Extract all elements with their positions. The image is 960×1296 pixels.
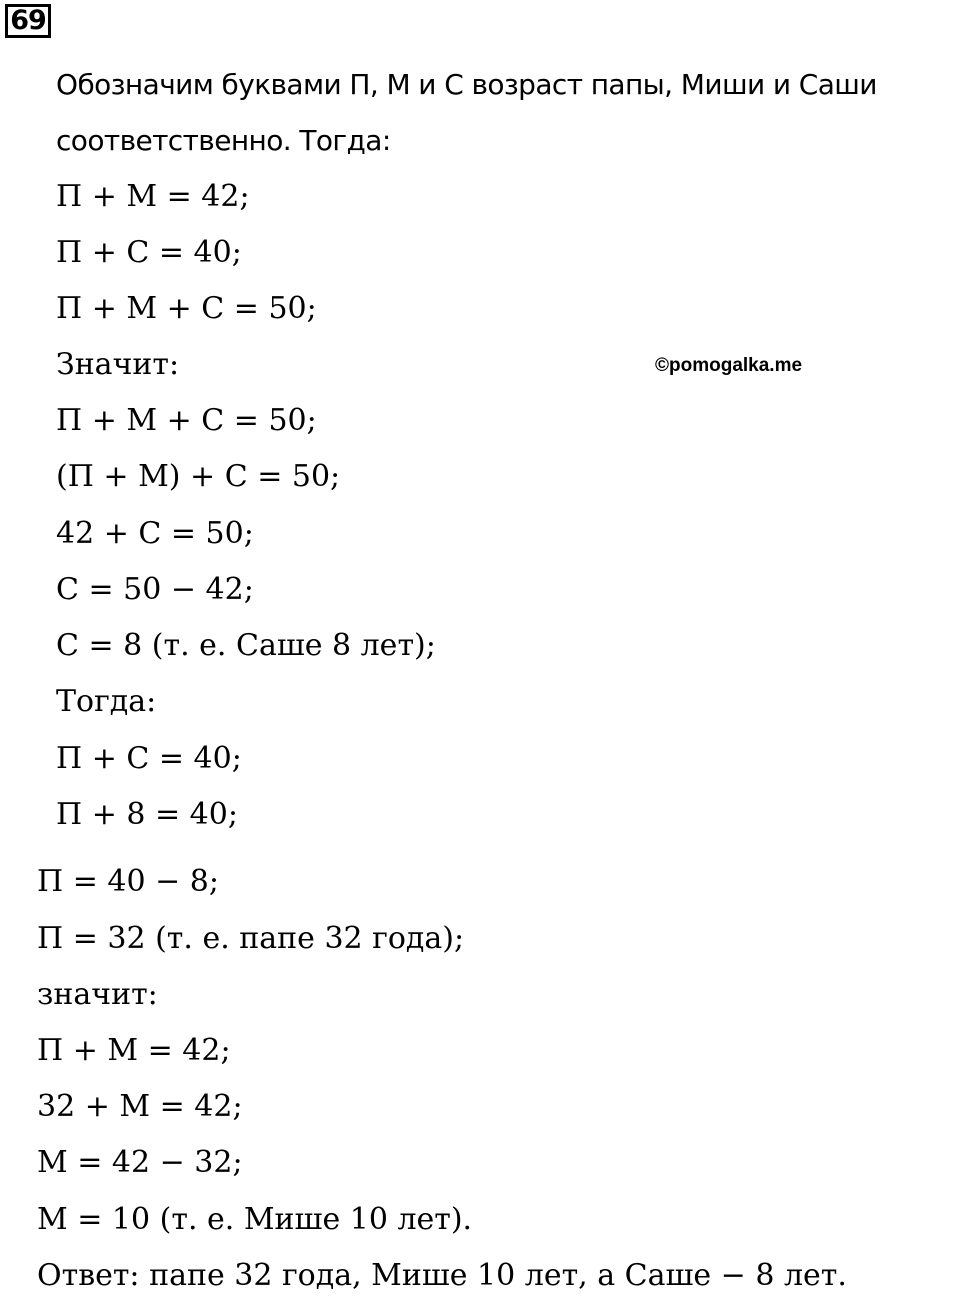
text-line: Значит: [56,347,180,382]
intro-line-2: соответственно. Тогда: [56,124,391,157]
equation-line: 32 + М = 42; [37,1089,243,1124]
equation-line: (П + М) + С = 50; [56,459,341,494]
equation-line: П + С = 40; [56,741,242,776]
equation-line: П = 32 (т. е. папе 32 года); [37,921,465,956]
equation-line: 42 + С = 50; [56,516,254,551]
intro-line-1: Обозначим буквами П, М и С возраст папы, Миши и Саши [56,68,877,101]
text-line: Тогда: [56,684,157,719]
equation-line: С = 8 (т. е. Саше 8 лет); [56,628,436,663]
equation-line: П = 40 − 8; [37,864,219,899]
text-line: значит: [37,977,158,1012]
problem-number-badge: 69 [5,4,51,38]
equation-line: П + 8 = 40; [56,797,238,832]
equation-line: П + С = 40; [56,235,242,270]
answer-line: Ответ: папе 32 года, Мише 10 лет, а Саше − 8 лет. [37,1258,847,1293]
equation-line: С = 50 − 42; [56,572,254,607]
watermark: ©pomogalka.me [655,355,803,376]
equation-line: П + М + С = 50; [56,291,317,326]
equation-line: М = 42 − 32; [37,1145,243,1180]
equation-line: П + М + С = 50; [56,403,317,438]
equation-line: М = 10 (т. е. Мише 10 лет). [37,1202,473,1237]
equation-line: П + М = 42; [37,1033,231,1068]
equation-line: П + М = 42; [56,179,250,214]
